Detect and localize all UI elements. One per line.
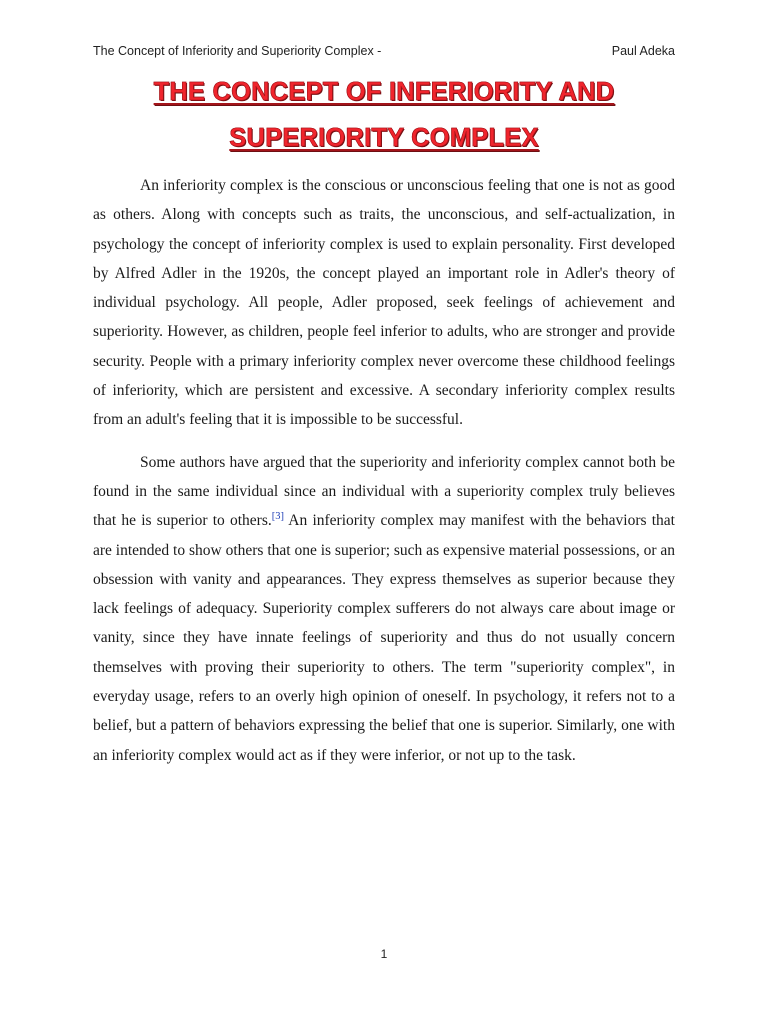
header-author: Paul Adeka — [611, 44, 675, 58]
title-line-1: THE CONCEPT OF INFERIORITY AND — [153, 78, 615, 106]
page-number: 1 — [380, 947, 388, 961]
header-document-title: The Concept of Inferiority and Superiority Complex - — [93, 44, 382, 58]
paragraph-2-text-end: An inferiority complex may manifest with the behaviors that are intended to show others that one is superior; such as expensive material possessions, or an obsession with vanity and appearances. They express themselves as superior because they lack feelings of adequacy. Superiority complex sufferers do not always care about image or vanity, since they have innate feelings of superiority and thus do not usually concern themselves with proving their superiority to others. The term "superiority complex", in everyday usage, refers to an overly high opinion of oneself. In psychology, it refers not to a belief, but a pattern of behaviors expressing the belief that one is superior. Similarly, one with an inferiority complex would act as if they were inferior, or not up to the task. — [93, 512, 675, 764]
page-title — [0, 72, 768, 158]
paragraph-2 — [93, 448, 675, 770]
body-text — [93, 171, 675, 770]
title-line-2: SUPERIORITY COMPLEX — [229, 124, 539, 152]
paragraph-2-text-start: Some authors have argued that the superiority and inferiority complex cannot both be found in the same individual since an individual with a superiority complex truly believes that he is superior to others. — [93, 453, 675, 530]
citation-link[interactable]: [3] — [271, 511, 284, 523]
paragraph-1: An inferiority complex is the conscious or unconscious feeling that one is not as good as others. Along with concepts such as traits, the unconscious, and self-actualization, in psychology the concept of inferiority complex is used to explain personality. First developed by Alfred Adler in the 1920s, the concept played an important role in Adler's theory of individual psychology. All people, Adler proposed, seek feelings of achievement and superiority. However, as children, people feel inferior to adults, who are stronger and provide security. People with a primary inferiority complex never overcome these childhood feelings of inferiority, which are persistent and excessive. A secondary inferiority complex results from an adult's feeling that it is impossible to be successful. — [93, 177, 675, 429]
running-header — [93, 44, 675, 58]
